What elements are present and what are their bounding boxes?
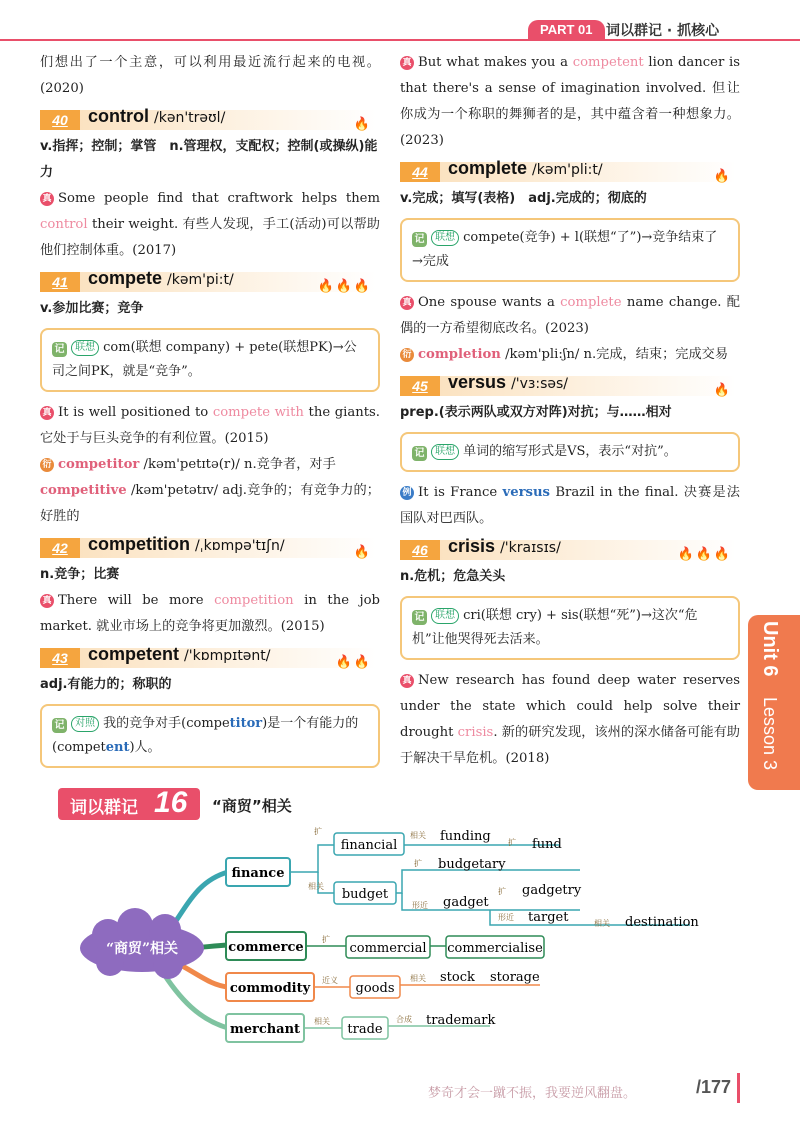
rel-label: 扩	[322, 935, 330, 944]
rel-label: 相关	[308, 882, 324, 891]
part-of-speech: v.指挥；控制；掌管 n.管理权，支配权；控制(或操纵)能力	[40, 139, 378, 180]
memory-tip-box: 记 联想 com(联想 company) + pete(联想PK)→公司之间PK，就是“竞争”。	[40, 328, 380, 392]
rel-label: 相关	[314, 1017, 330, 1026]
example-sentence: 真 New research has found deep water reserves under the state which could help solve their drought crisis. 新的研究发现，该州的深水储备可能有助于解决干旱危机。(2018)	[400, 673, 740, 766]
node-stock: stock	[440, 970, 475, 985]
branch-finance	[226, 858, 290, 886]
entry-number: 43	[40, 648, 80, 668]
tip-tag: 联想	[71, 340, 99, 356]
frequency-icon: 🔥	[713, 169, 732, 184]
example-sentence: 真 Some people find that craftwork helps them control their weight. 有些人发现，手工(活动)可以帮助他们控制体重。(2017)	[40, 191, 380, 258]
derivative-icon: 衍	[400, 348, 414, 362]
entry-number: 41	[40, 272, 80, 292]
node-budgetary: budgetary	[438, 857, 506, 872]
phonetic: /'kɒmpɪtənt/	[184, 648, 271, 664]
example-icon: 真	[40, 406, 54, 420]
tip-tag: 联想	[431, 230, 459, 246]
node-storage: storage	[490, 970, 540, 985]
headword: versus	[448, 372, 507, 392]
example-icon: 真	[40, 192, 54, 206]
node-budget: budget	[341, 887, 389, 902]
memo-icon: 记	[52, 718, 67, 733]
example-sentence: 真 One spouse wants a complete name change. 配偶的一方希望彻底改名。(2023)	[400, 295, 740, 336]
example-sentence: 例 It is France versus Brazil in the final. 决赛是法国队对巴西队。	[400, 485, 740, 526]
example-icon: 例	[400, 486, 414, 500]
entry-number: 42	[40, 538, 80, 558]
example-sentence: 真 But what makes you a competent lion dancer is that there's a sense of imagination involved. 但让你成为一个称职的舞狮者的是，其中蕴含着一种想象力。(2023)	[400, 55, 740, 148]
phonetic: /kəm'pi:t/	[167, 272, 234, 288]
entry-number: 40	[40, 110, 80, 130]
rel-label: 扩	[508, 838, 516, 847]
tip-tag: 联想	[431, 444, 459, 460]
part-label: PART 01	[528, 20, 605, 40]
node-goods: goods	[355, 981, 395, 996]
rel-label: 近义	[322, 976, 338, 985]
part-of-speech: n.危机；危急关头	[400, 569, 506, 584]
node-gadget: gadget	[443, 895, 489, 910]
part-of-speech: prep.(表示两队或双方对阵)对抗；与……相对	[400, 405, 672, 420]
node-destination: destination	[625, 915, 699, 930]
memo-icon: 记	[52, 342, 67, 357]
node-commercialise: commercialise	[447, 941, 543, 956]
node-trademark: trademark	[426, 1013, 496, 1028]
frequency-icon: 🔥🔥🔥	[677, 547, 732, 562]
headword: competition	[88, 534, 190, 554]
derivative: 衍 completion /kəm'pli:ʃn/ n.完成，结束；完成交易	[400, 342, 740, 368]
node-target: target	[528, 910, 569, 925]
part-of-speech: n.竞争；比赛	[40, 567, 120, 582]
svg-text:finance: finance	[231, 866, 285, 881]
tip-tag: 联想	[431, 608, 459, 624]
phonetic: /'vɜ:səs/	[511, 376, 568, 392]
branch-line	[170, 872, 228, 930]
frequency-icon: 🔥	[353, 545, 372, 560]
example-sentence: 真 There will be more competition in the job market. 就业市场上的竞争将更加激烈。(2015)	[40, 593, 380, 634]
entry-number: 45	[400, 376, 440, 396]
rel-label: 合成	[396, 1015, 412, 1024]
part-of-speech: v.完成；填写(表格) adj.完成的；彻底的	[400, 191, 647, 206]
memo-icon: 记	[412, 232, 427, 247]
frequency-icon: 🔥🔥	[335, 655, 372, 670]
example-icon: 真	[400, 56, 414, 70]
memo-icon: 记	[412, 446, 427, 461]
phonetic: /kəm'pli:t/	[532, 162, 603, 178]
example-icon: 真	[40, 594, 54, 608]
header-title: 词以群记 · 抓核心	[606, 23, 720, 39]
headword: compete	[88, 268, 163, 288]
part-of-speech: v.参加比赛；竞争	[40, 301, 144, 316]
memory-tip-box: 记 联想 cri(联想 cry) + sis(联想“死”)→这次“危机”让他哭得死去活来。	[400, 596, 740, 660]
group-banner-title: 词以群记	[70, 798, 138, 818]
memory-tip-box: 记 联想 compete(竞争) + l(联想“了”)→竞争结束了→完成	[400, 218, 740, 282]
group-subtitle: “商贸”相关	[212, 797, 292, 815]
node-trade: trade	[347, 1022, 383, 1037]
footer-bar	[737, 1073, 740, 1103]
headword: crisis	[448, 536, 496, 556]
rel-label: 相关	[410, 974, 426, 983]
rel-label: 相关	[410, 831, 426, 840]
memory-tip-box: 记 对照 我的竞争对手(competitor)是一个有能力的(competent)人。	[40, 704, 380, 768]
entry-number: 46	[400, 540, 440, 560]
headword: competent	[88, 644, 180, 664]
phonetic: /ˌkɒmpə'tɪʃn/	[195, 538, 285, 554]
example-icon: 真	[400, 296, 414, 310]
phonetic: /'kraɪsɪs/	[500, 540, 561, 556]
headword: complete	[448, 158, 528, 178]
frequency-icon: 🔥	[713, 383, 732, 398]
rel-label: 形近	[498, 913, 514, 922]
group-number: 16	[154, 786, 188, 819]
center-label: “商贸”相关	[105, 941, 179, 957]
svg-text:merchant: merchant	[229, 1022, 301, 1037]
rel-label: 形近	[412, 901, 428, 910]
example-icon: 真	[400, 674, 414, 688]
node-commercial: commercial	[349, 941, 427, 956]
derivative-icon: 衍	[40, 458, 54, 472]
rel-label: 扩	[498, 887, 506, 896]
branch-commerce	[226, 932, 306, 960]
memo-icon: 记	[412, 610, 427, 625]
derivative: 衍 competitor /kəm'petɪtə(r)/ n.竞争者，对手	[40, 452, 380, 478]
page-number: /177	[696, 1077, 732, 1097]
svg-text:commodity: commodity	[229, 981, 311, 996]
rel-label: 相关	[594, 919, 610, 928]
entry-number: 44	[400, 162, 440, 182]
node-financial: financial	[340, 838, 398, 853]
rel-label: 扩	[314, 827, 322, 836]
phonetic: /kən'trəʊl/	[154, 110, 226, 126]
tip-tag: 对照	[71, 716, 99, 732]
frequency-icon: 🔥🔥🔥	[317, 279, 372, 294]
svg-text:commerce: commerce	[228, 940, 304, 955]
footer-motto: 梦奇才会一蹴不振，我要逆风翻盘。	[428, 1086, 637, 1101]
unit-label: Unit 6	[759, 621, 781, 677]
intro-text: 们想出了一个主意，可以利用最近流行起来的电视。(2020)	[40, 55, 380, 96]
node-funding: funding	[440, 829, 491, 844]
branch-commodity	[226, 973, 314, 1001]
memory-tip-box: 记 联想 单词的缩写形式是VS，表示“对抗”。	[400, 432, 740, 472]
frequency-icon: 🔥	[353, 117, 372, 132]
headword: control	[88, 106, 149, 126]
node-fund: fund	[532, 837, 562, 852]
node-gadgetry: gadgetry	[522, 883, 582, 898]
rel-label: 扩	[414, 859, 422, 868]
lesson-label: Lesson 3	[760, 697, 780, 771]
derivative: competitive /kəm'petətɪv/ adj.竞争的；有竞争力的；好胜的	[40, 483, 380, 524]
example-sentence: 真 It is well positioned to compete with the giants. 它处于与巨头竞争的有利位置。(2015)	[40, 405, 380, 446]
part-of-speech: adj.有能力的；称职的	[40, 677, 172, 692]
branch-merchant	[226, 1014, 304, 1042]
